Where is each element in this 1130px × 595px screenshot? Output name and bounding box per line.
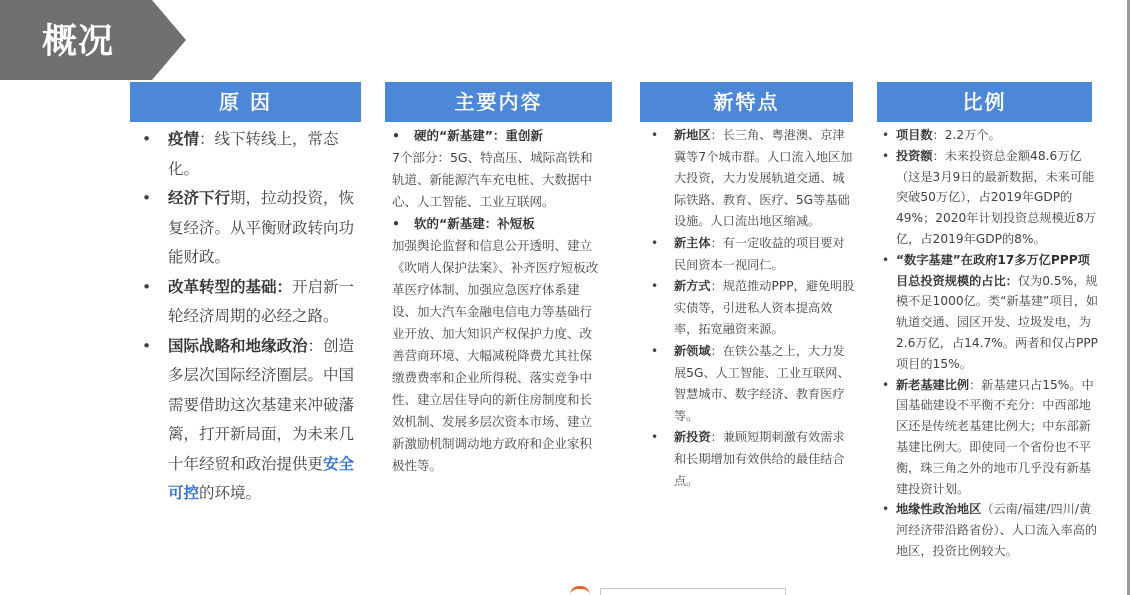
feature-item xyxy=(648,341,856,427)
ratio-text: ：未来投资总金额48.6万亿（这是3月9日的最新数据，未来可能突破50万亿），占2019年GDP的49%；2020年计划投资总规模近8万亿，占2019年GDP的8%。 xyxy=(896,148,1096,246)
feature-term: 新领域 xyxy=(674,343,711,358)
ratio-text: 仅为0.5%，规模不足1000亿。类“新基建”项目，如轨道交通、园区开发、垃圾发电，为2.6万亿，占14.7%。两者和仅占PPP项目的15%。 xyxy=(896,273,1099,371)
reason-item xyxy=(140,125,362,184)
ratio-term: 新老基建比例 xyxy=(896,377,970,392)
header-reasons: 原 因 xyxy=(130,82,361,122)
hard-infra-title: • 硬的“新基建”：重创新 xyxy=(392,125,604,147)
reason-item xyxy=(140,332,362,509)
feature-text: ：规范推动PPP，避免明股实债等，引进私人资本提高效率，拓宽融资来源。 xyxy=(674,279,855,337)
ratio-text: ：2.2万个。 xyxy=(932,128,1001,142)
page-title: 概况 xyxy=(42,22,115,62)
feature-term: 新投资 xyxy=(674,430,711,445)
feature-text: ：兼顾短期刺激有效需求和长期增加有效供给的最佳结合点。 xyxy=(674,430,845,488)
ratio-term: 地缘性政治地区 xyxy=(896,502,982,517)
ratio-item xyxy=(880,250,1102,375)
feature-text: ：在铁公基之上，大力发展5G、人工智能、工业互联网、智慧城市、数字经济、教育医疗等。 xyxy=(674,343,850,423)
ratio-term: 项目数 xyxy=(896,128,933,142)
soft-infra-text: 加强舆论监督和信息公开透明、建立《吹哨人保护法案》、补齐医疗短板改革医疗体制、加强应急医疗体系建设、加大汽车金融电信电力等基础行业开放、加大知识产权保护力度、改善营商环境、大幅减税降费尤其社保缴费费率和企业所得税、落实竞争中性、建立居住导向的新住房制度和长效机制、发展多层次资本市场、建立新激励机制调动地方政府和企业家积极性等。 xyxy=(392,238,599,473)
reason-item xyxy=(140,184,362,273)
reason-term: 国际战略和地缘政治 xyxy=(168,336,308,355)
decorative-box xyxy=(600,588,786,595)
ratio-term: 投资额 xyxy=(896,148,933,163)
feature-text: ：长三角、粤港澳、京津冀等7个城市群。人口流入地区加大投资，大力发展轨道交通、城际铁路、教育、医疗、5G等基础设施。人口流出地区缩减。 xyxy=(674,128,853,229)
reason-item xyxy=(140,273,362,332)
ratio-text: （云南/福建/四川/黄河经济带沿路省份）、人口流入率高的地区，投资比例较大。 xyxy=(896,502,1098,558)
ratio-column xyxy=(880,125,1102,562)
decorative-arrow xyxy=(570,586,590,595)
reason-text: ：创造多层次国际经济圈层。中国需要借助这次基建来冲破藩篱，打开新局面，为未来几十年经贸和政治提供更 xyxy=(168,336,355,473)
features-column xyxy=(648,125,856,492)
ratio-item xyxy=(880,375,1102,500)
feature-term: 新地区 xyxy=(674,128,711,142)
hard-infra-text: 7个部分：5G、特高压、城际高铁和轨道、新能源汽车充电桩、大数据中心、人工智能、工业互联网。 xyxy=(392,150,593,209)
header-features: 新特点 xyxy=(640,82,853,122)
feature-term: 新方式 xyxy=(674,279,711,294)
reason-text: 开启新一轮经济周期的必经之路。 xyxy=(168,277,355,325)
ratio-term: “数字基建”在政府17多万亿PPP项目总投资规模的占比： xyxy=(896,252,1090,288)
feature-item xyxy=(648,125,856,233)
feature-text: ：有一定收益的项目要对民间资本一视同仁。 xyxy=(674,235,845,272)
feature-item xyxy=(648,276,856,341)
header-content: 主要内容 xyxy=(385,82,612,122)
reason-tail: 的环境。 xyxy=(199,484,262,502)
reasons-column xyxy=(140,125,362,509)
reason-term: 经济下行 xyxy=(168,189,231,207)
ratio-item xyxy=(880,146,1102,250)
ratio-item xyxy=(880,125,1102,146)
reason-term: 改革转型的基础： xyxy=(168,277,293,296)
content-column xyxy=(392,125,604,477)
reason-text: ：线下转线上，常态化。 xyxy=(168,130,339,178)
soft-infra-title: • 软的“新基建：补短板 xyxy=(392,213,604,235)
feature-item xyxy=(648,427,856,492)
reason-term: 疫情 xyxy=(168,130,200,148)
header-ratio: 比例 xyxy=(877,82,1092,122)
feature-item xyxy=(648,233,856,276)
ratio-item xyxy=(880,499,1102,561)
reason-highlight: 安全可控 xyxy=(168,454,355,502)
ratio-text: ：新基建只占15%。中国基础建设不平衡不充分：中西部地区还是传统老基建比例大；中东部新基建比例大。即使同一个省份也不平衡，珠三角之外的地市几乎没有新基建投资计划。 xyxy=(896,377,1094,496)
feature-term: 新主体 xyxy=(674,235,711,250)
reason-text: 期，拉动投资，恢复经济。从平衡财政转向功能财政。 xyxy=(168,189,355,266)
